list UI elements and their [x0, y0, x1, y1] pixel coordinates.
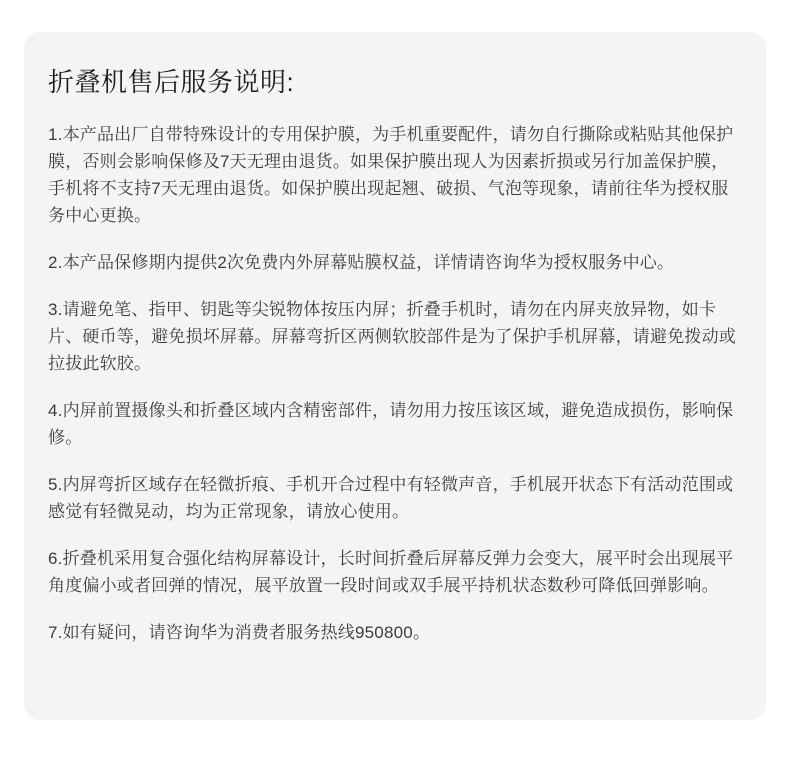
notice-item-1: 1.本产品出厂自带特殊设计的专用保护膜，为手机重要配件，请勿自行撕除或粘贴其他保护膜，否则会影响保修及7天无理由退货。如果保护膜出现人为因素折损或另行加盖保护膜，手机将不支持7天无理由退货。如保护膜出现起翘、破损、气泡等现象，请前往华为授权服务中心更换。 [48, 125, 734, 225]
notice-item-6: 6.折叠机采用复合强化结构屏幕设计，长时间折叠后屏幕反弹力会变大，展平时会出现展平角度偏小或者回弹的情况，展平放置一段时间或双手展平持机状态数秒可降低回弹影响。 [48, 549, 734, 595]
notice-item-5: 5.内屏弯折区域存在轻微折痕、手机开合过程中有轻微声音，手机展开状态下有活动范围或感觉有轻微晃动，均为正常现象，请放心使用。 [48, 475, 734, 521]
notice-item-2: 2.本产品保修期内提供2次免费内外屏幕贴膜权益，详情请咨询华为授权服务中心。 [48, 253, 675, 272]
after-sales-notice-card [24, 32, 766, 720]
notice-item-3: 3.请避免笔、指甲、钥匙等尖锐物体按压内屏；折叠手机时，请勿在内屏夹放异物，如卡片、硬币等，避免损坏屏幕。屏幕弯折区两侧软胶部件是为了保护手机屏幕，请避免拨动或拉拔此软胶。 [48, 300, 736, 373]
notice-item-7: 7.如有疑问，请咨询华为消费者服务热线950800。 [48, 623, 431, 642]
notice-item-4: 4.内屏前置摄像头和折叠区域内含精密部件，请勿用力按压该区域，避免造成损伤，影响保修。 [48, 401, 734, 447]
notice-title: 折叠机售后服务说明: [48, 67, 295, 97]
notice-items [48, 121, 742, 646]
